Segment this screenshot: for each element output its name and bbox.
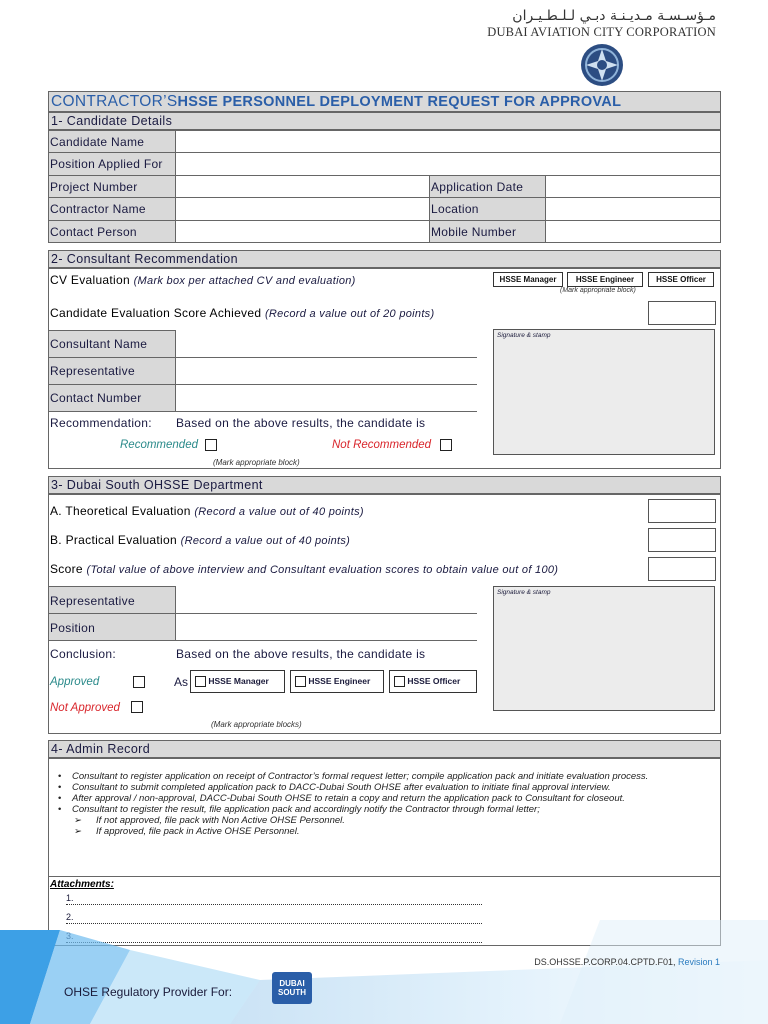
- conclusion-label: Conclusion:: [50, 647, 117, 661]
- approved-checkbox[interactable]: [133, 676, 145, 688]
- approved-role-hsse-officer[interactable]: HSSE Officer: [389, 670, 477, 693]
- admin-bullet: • After approval / non-approval, DACC-Dubai South OHSE to retain a copy and return the application pack to Consultant for closeout.: [58, 793, 625, 804]
- not-recommended-label: Not Recommended: [332, 439, 432, 451]
- theoretical-score-input[interactable]: [648, 499, 716, 523]
- attachments-label: Attachments:: [50, 879, 114, 890]
- position-label: Position Applied For: [50, 157, 163, 171]
- consultant-name-field[interactable]: [177, 332, 475, 356]
- admin-sub-bullet: ➢ If approved, file pack in Active OHSE Personnel.: [74, 826, 300, 837]
- arrow-icon: ➢: [74, 826, 82, 837]
- role-engineer-checkbox[interactable]: [295, 676, 306, 687]
- candidate-name-field[interactable]: [177, 132, 720, 151]
- footer-wave-decoration: [0, 920, 768, 1024]
- title-prefix: CONTRACTOR’S: [51, 93, 178, 110]
- section-1-heading: 1- Candidate Details: [48, 112, 721, 130]
- header-arabic-name: مـؤسـسـة مـديـنـة دبـي لـلـطـيـران: [512, 8, 716, 24]
- arrow-icon: ➢: [74, 815, 82, 826]
- header-org-name: DUBAI AVIATION CITY CORPORATION: [487, 25, 716, 39]
- consultant-signature-box[interactable]: Signature & stamp: [493, 329, 715, 455]
- ohsse-representative-label: Representative: [50, 594, 135, 608]
- conclusion-text: Based on the above results, the candidate is: [176, 647, 426, 661]
- section-2-heading: 2- Consultant Recommendation: [48, 250, 721, 268]
- ohsse-representative-field[interactable]: [177, 588, 475, 612]
- representative-field[interactable]: [177, 359, 475, 383]
- cv-role-hsse-engineer[interactable]: HSSE Engineer: [567, 272, 643, 287]
- contact-person-field[interactable]: [177, 222, 427, 241]
- ohsse-signature-box[interactable]: Signature & stamp: [493, 586, 715, 711]
- footer-doc-code: DS.OHSSE.P.CORP.04.CPTD.F01, Revision 1: [534, 957, 720, 967]
- attachment-2[interactable]: 2.: [66, 912, 482, 924]
- approved-label: Approved: [50, 676, 100, 688]
- consultant-name-label: Consultant Name: [50, 337, 148, 351]
- cv-role-hsse-officer[interactable]: HSSE Officer: [648, 272, 714, 287]
- theoretical-evaluation-label: A. Theoretical Evaluation (Record a value out of 40 points): [50, 504, 364, 518]
- cv-evaluation-label: CV Evaluation (Mark box per attached CV and evaluation): [50, 273, 356, 287]
- ohsse-position-label: Position: [50, 621, 96, 635]
- project-number-label: Project Number: [50, 180, 138, 194]
- recommendation-text: Based on the above results, the candidate is: [176, 416, 426, 430]
- location-field[interactable]: [547, 199, 719, 219]
- role-manager-checkbox[interactable]: [195, 676, 206, 687]
- admin-bullet: • Consultant to register application on receipt of Contractor’s formal request letter; compile application pack and initiate evaluation process.: [58, 771, 649, 782]
- admin-bullet: • Consultant to register the result, file application pack and accordingly notify the Contractor through formal letter;: [58, 804, 540, 815]
- practical-evaluation-label: B. Practical Evaluation (Record a value out of 40 points): [50, 533, 351, 547]
- recommended-checkbox[interactable]: [205, 439, 217, 451]
- recommendation-note: (Mark appropriate block): [213, 458, 300, 467]
- application-date-field[interactable]: [547, 177, 719, 196]
- role-officer-checkbox[interactable]: [394, 676, 405, 687]
- representative-label: Representative: [50, 364, 135, 378]
- mobile-number-label: Mobile Number: [431, 225, 517, 239]
- contractor-name-field[interactable]: [177, 199, 427, 219]
- mobile-number-field[interactable]: [547, 222, 719, 241]
- position-field[interactable]: [177, 154, 720, 174]
- admin-instructions: [56, 771, 716, 837]
- application-date-label: Application Date: [431, 180, 524, 194]
- ohsse-position-field[interactable]: [177, 615, 475, 639]
- not-recommended-checkbox[interactable]: [440, 439, 452, 451]
- cv-roles-note: (Mark appropriate block): [560, 287, 636, 294]
- not-approved-checkbox[interactable]: [131, 701, 143, 713]
- candidate-score-input[interactable]: [648, 301, 716, 325]
- conclusion-note: (Mark appropriate blocks): [211, 720, 302, 729]
- project-number-field[interactable]: [177, 177, 427, 196]
- recommended-label: Recommended: [120, 439, 198, 451]
- contractor-name-label: Contractor Name: [50, 202, 146, 216]
- total-score-label: Score (Total value of above interview and Consultant evaluation scores to obtain value out of 100): [50, 562, 559, 576]
- approved-role-hsse-manager[interactable]: HSSE Manager: [190, 670, 285, 693]
- attachment-1[interactable]: 1.: [66, 893, 482, 905]
- approved-role-hsse-engineer[interactable]: HSSE Engineer: [290, 670, 384, 693]
- dacc-logo-icon: [580, 43, 624, 87]
- cv-role-hsse-manager[interactable]: HSSE Manager: [493, 272, 563, 287]
- contact-person-label: Contact Person: [50, 225, 137, 239]
- candidate-name-label: Candidate Name: [50, 135, 145, 149]
- recommendation-label: Recommendation:: [50, 416, 152, 430]
- section-3-heading: 3- Dubai South OHSSE Department: [48, 476, 721, 494]
- admin-bullet: • Consultant to submit completed application pack to DACC-Dubai South OHSE after evaluation to initiate final approval interview.: [58, 782, 611, 793]
- candidate-score-label: Candidate Evaluation Score Achieved (Record a value out of 20 points): [50, 306, 435, 320]
- contact-number-label: Contact Number: [50, 391, 142, 405]
- contact-number-field[interactable]: [177, 386, 475, 410]
- form-title: [48, 91, 721, 112]
- admin-sub-bullet: ➢ If not approved, file pack with Non Active OHSE Personnel.: [74, 815, 345, 826]
- footer-provider-text: OHSE Regulatory Provider For:: [64, 985, 233, 999]
- section-4-heading: 4- Admin Record: [48, 740, 721, 758]
- not-approved-label: Not Approved: [50, 702, 120, 714]
- dubai-south-logo: DUBAI SOUTH: [272, 972, 312, 1004]
- location-label: Location: [431, 202, 479, 216]
- title-main: HSSE PERSONNEL DEPLOYMENT REQUEST FOR APPROVAL: [177, 94, 622, 110]
- total-score-input[interactable]: [648, 557, 716, 581]
- practical-score-input[interactable]: [648, 528, 716, 552]
- as-label: As: [174, 675, 189, 689]
